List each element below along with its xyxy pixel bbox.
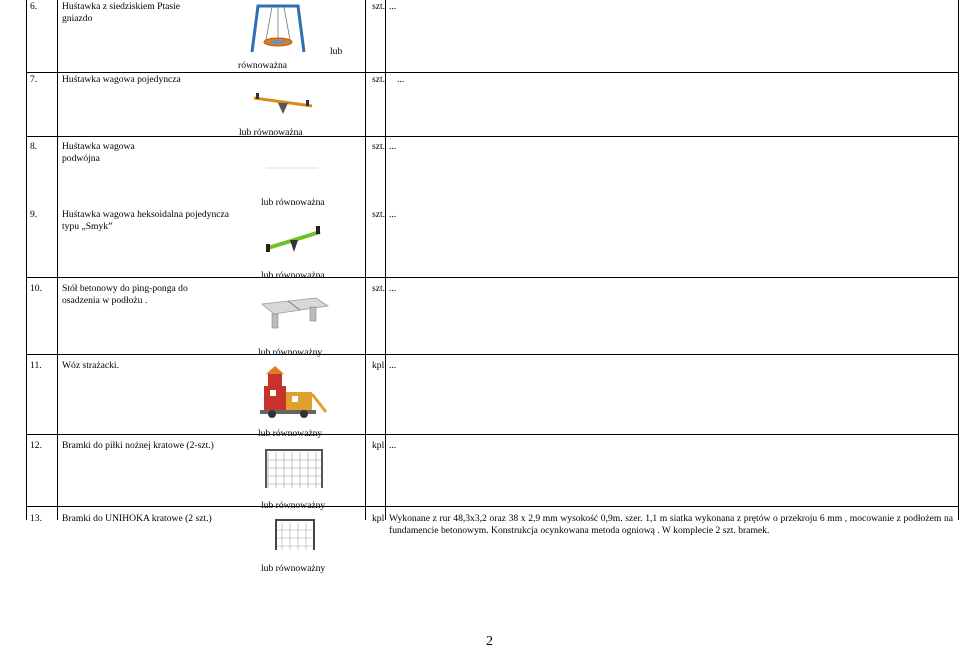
item-description: ...: [389, 1, 397, 12]
item-unit: szt.: [372, 141, 386, 152]
ping-pong-table-icon: [258, 292, 330, 332]
row-number: 7.: [30, 74, 38, 85]
item-name: Huśtawka wagowa pojedyncza: [62, 74, 181, 85]
item-description: ...: [397, 74, 405, 85]
item-name: Bramki do UNIHOKA kratowe (2 szt.): [62, 513, 212, 524]
alternative-note: równoważna: [238, 60, 288, 71]
item-unit: szt.: [372, 74, 386, 85]
item-unit: szt.: [372, 283, 386, 294]
table-border-col1: [57, 0, 58, 520]
table-border-col3: [385, 0, 386, 520]
item-unit: kpl: [372, 440, 385, 451]
alternative-note: lub równoważna: [261, 270, 325, 281]
alternative-note: lub równoważny: [261, 563, 326, 574]
item-description: ...: [389, 209, 397, 220]
table-border-left: [26, 0, 27, 520]
row-divider-10-11: [26, 354, 958, 355]
item-name: Bramki do piłki nożnej kratowe (2-szt.): [62, 440, 214, 451]
floorball-goal-icon: [272, 516, 320, 554]
fire-truck-playset-icon: [256, 364, 332, 422]
item-unit: szt.: [372, 1, 386, 12]
row-number: 8.: [30, 141, 38, 152]
item-unit: szt.: [372, 209, 386, 220]
row-divider-11-12: [26, 434, 958, 435]
nest-swing-icon: [248, 2, 308, 56]
hexoidal-seesaw-icon: [262, 222, 328, 256]
table-border-right: [958, 0, 959, 520]
item-description: ...: [389, 141, 397, 152]
item-description: ...: [389, 360, 397, 371]
alternative-note: lub równoważny: [261, 500, 326, 511]
item-name: Huśtawka z siedziskiem Ptasie gniazdo: [62, 1, 181, 24]
row-number: 9.: [30, 209, 38, 220]
table-border-col2: [365, 0, 366, 520]
item-name: Huśtawka wagowa heksoidalna pojedyncza typu „Smyk”: [62, 209, 230, 232]
item-name: Huśtawka wagowa podwójna: [62, 141, 135, 164]
alternative-note: lub równoważny: [258, 428, 323, 439]
row-number: 11.: [30, 360, 42, 371]
alternative-note: lub równoważna: [261, 197, 325, 208]
item-unit: kpl: [372, 360, 385, 371]
double-seesaw-icon: [262, 150, 322, 180]
item-description: ...: [389, 283, 397, 294]
item-description: ...: [389, 440, 397, 451]
row-number: 12.: [30, 440, 42, 451]
row-divider-6-7: [26, 72, 958, 73]
alternative-note: lub równoważna: [239, 127, 303, 138]
item-unit: kpl: [372, 513, 385, 524]
item-name: Stół betonowy do ping-ponga do osadzenia w podłożu .: [62, 283, 188, 306]
seesaw-icon: [250, 90, 316, 116]
page-number: 2: [486, 634, 493, 649]
row-number: 13.: [30, 513, 42, 524]
row-divider-12-13: [26, 506, 958, 507]
football-goal-icon: [262, 446, 328, 492]
row-divider-9-10: [26, 277, 958, 278]
alternative-note: lub równoważny: [258, 347, 323, 358]
item-name: Wóz strażacki.: [62, 360, 119, 371]
row-number: 10.: [30, 283, 42, 294]
item-description: Wykonane z rur 48,3x3,2 oraz 38 x 2,9 mm wysokość 0,9m. szer. 1,1 m siatka wykonana z prętów o przekroju 6 mm , mocowanie z podłożem na fundamencie betonowym. Konstrukcja ocynkowana metoda ogniową . W komplecie 2 szt. bramek.: [389, 513, 953, 536]
row-divider-7-8: [26, 136, 958, 137]
row-number: 6.: [30, 1, 38, 12]
alternative-note: lub: [330, 46, 343, 57]
